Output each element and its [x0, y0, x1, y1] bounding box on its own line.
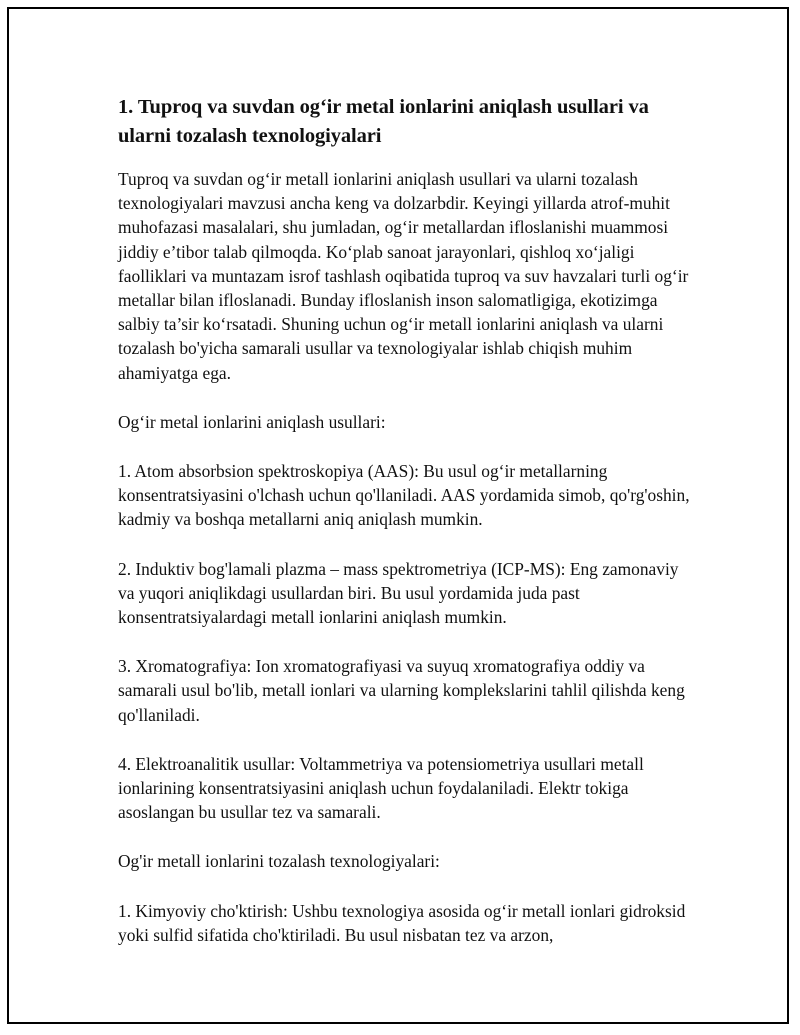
section-heading-cleaning-technologies: Og'ir metall ionlarini tozalash texnologiyalari:: [118, 851, 440, 872]
list-item-icp-ms: 2. Induktiv bog'lamali plazma – mass spektrometriya (ICP-MS): Eng zamonaviy va yuqori aniqlikdagi usullardan biri. Bu usul yordamida juda past konsentratsiyalardagi metall ionlarini aniqlash mumkin.: [118, 558, 679, 628]
page-frame: [7, 7, 789, 1024]
list-item-aas: 1. Atom absorbsion spektroskopiya (AAS): Bu usul og‘ir metallarning konsentratsiyasini o'lchash uchun qo'llaniladi. AAS yordamida simob, qo'rg'oshin, kadmiy va boshqa metallarni aniq aniqlash mumkin.: [118, 461, 690, 530]
list-item-electroanalytic: 4. Elektroanalitik usullar: Voltammetriya va potensiometriya usullari metall ionlarining konsentratsiyasini aniqlash uchun foydalaniladi. Elektr tokiga asoslangan bu usullar tez va samarali.: [118, 753, 644, 823]
document-body: [118, 93, 698, 972]
intro-paragraph: Tuproq va suvdan og‘ir metall ionlarini aniqlash usullari va ularni tozalash texnologiyalari mavzusi ancha keng va dolzarbdir. Keyingi yillarda atrof-muhit muhofazasi masalalari, shu jumladan, og‘ir metallardan ifloslanishi muammosi jiddiy e’tibor talab qilmoqda. Ko‘plab sanoat jarayonlari, qishloq xo‘jaligi faolliklari va muntazam isrof tashlash oqibatida tuproq va suv havzalari turli og‘ir metallar bilan ifloslanadi. Bunday ifloslanish inson salomatligiga, ekotizimga salbiy ta’sir ko‘rsatadi. Shuning uchun og‘ir metall ionlarini aniqlash va ularni tozalash bo'yicha samarali usullar va texnologiyalar ishlab chiqish muhim ahamiyatga ega.: [118, 169, 689, 383]
document-title: 1. Tuproq va suvdan og‘ir metal ionlarini aniqlash usullari va ularni tozalash texnologiyalari: [118, 96, 649, 147]
list-item-chromatography: 3. Xromatografiya: Ion xromatografiyasi va suyuq xromatografiya oddiy va samarali usul bo'lib, metall ionlari va ularning komplekslarini tahlil qilishda keng qo'llaniladi.: [118, 656, 685, 725]
list-item-chemical-precipitation: 1. Kimyoviy cho'ktirish: Ushbu texnologiya asosida og‘ir metall ionlari gidroksid yoki sulfid sifatida cho'ktiriladi. Bu usul nisbatan tez va arzon,: [118, 900, 686, 945]
section-heading-detection-methods: Og‘ir metal ionlarini aniqlash usullari:: [118, 411, 386, 432]
